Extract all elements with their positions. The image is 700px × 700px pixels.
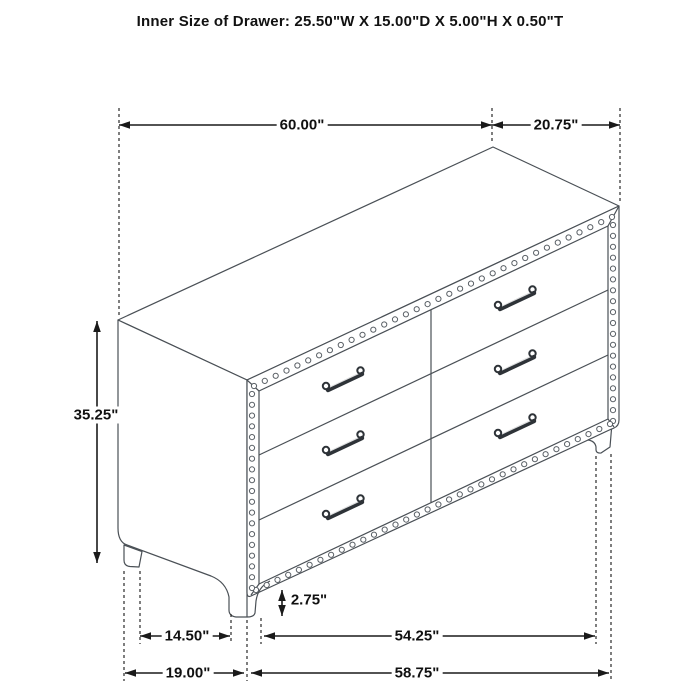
dim-top-depth-label: 20.75" [531,117,582,134]
dresser-body [118,147,619,617]
dim-leg-span-width-label: 54.25" [392,628,443,645]
dim-height-label: 35.25" [71,407,122,424]
dim-leg-height-label: 2.75" [288,592,330,609]
dim-base-width-label: 58.75" [392,665,443,682]
page-title: Inner Size of Drawer: 25.50"W X 15.00"D X 5.00"H X 0.50"T [136,13,564,30]
dim-top-width-label: 60.00" [277,117,328,134]
dim-leg-inner-depth-label: 14.50" [162,628,213,645]
dim-base-depth-label: 19.00" [163,665,214,682]
